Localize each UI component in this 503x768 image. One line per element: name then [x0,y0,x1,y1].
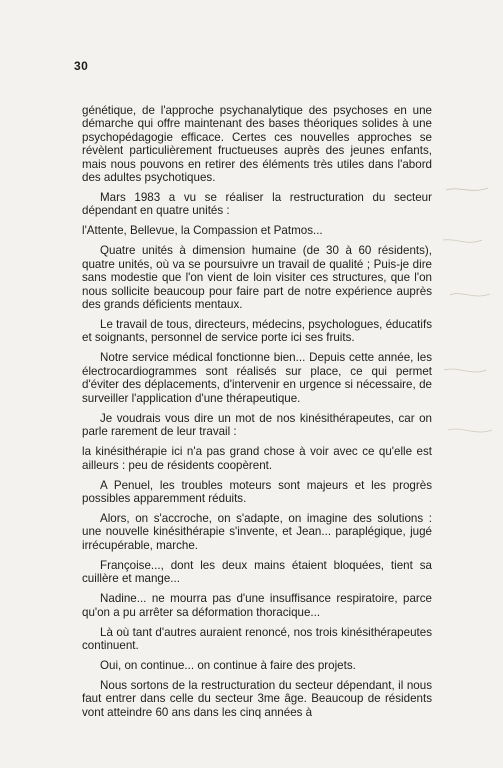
paragraph: Notre service médical fonctionne bien... Depuis cette année, les électrocardiogrammes sont réalisés sur place, ce qui permet d'éviter des déplacements, d'intervenir en urgence si nécessaire, de surveiller l'application d'une thérapeutique. [82,351,432,405]
page-number: 30 [74,59,89,73]
paragraph: Quatre unités à dimension humaine (de 30 à 60 résidents), quatre unités, où va se poursuivre un travail de qualité ; Puis-je dire sans modestie que l'on vient de loin visiter ces structures, que l'on nous sollicite beaucoup pour faire part de notre expérience auprès des grands déficients mentaux. [82,244,432,312]
body-text [82,104,432,719]
paragraph: la kinésithérapie ici n'a pas grand chose à voir avec ce qu'elle est ailleurs : peu de résidents coopèrent. [82,445,432,472]
paragraph: Le travail de tous, directeurs, médecins, psychologues, éducatifs et soignants, personnel de service porte ici ses fruits. [82,318,432,345]
paragraph: l'Attente, Bellevue, la Compassion et Patmos... [82,224,323,238]
paragraph: Alors, on s'accroche, on s'adapte, on imagine des solutions : une nouvelle kinésithérapie s'invente, et Jean... paraplégique, jugé irrécupérable, marche. [82,511,432,552]
paragraph: Je voudrais vous dire un mot de nos kinésithérapeutes, car on parle rarement de leur travail : [82,411,432,439]
paragraph: Nadine... ne mourra pas d'une insuffisance respiratoire, parce qu'on a pu arrêter sa déformation thoracique... [82,592,432,619]
paragraph: Nous sortons de la restructuration du secteur dépendant, il nous faut entrer dans celle du secteur 3me âge. Beaucoup de résidents vont atteindre 60 ans dans les cinq années à [82,678,432,719]
paragraph: Là où tant d'autres auraient renoncé, nos trois kinésithérapeutes continuent. [82,625,432,652]
paragraph: Oui, on continue... on continue à faire des projets. [100,658,356,672]
paragraph: génétique, de l'approche psychanalytique des psychoses en une démarche qui offre maintenant des bases théoriques solides à une psychopédagogie efficace. Certes ces nouvelles approches se révèlent particulièrement fructueuses auprès des jeunes enfants, mais nous pouvons en retirer des éléments très utiles dans l'abord des adultes psychotiques. [82,104,432,185]
paragraph: Mars 1983 a vu se réaliser la restructuration du secteur dépendant en quatre unités : [82,191,432,218]
paragraph: Françoise..., dont les deux mains étaient bloquées, tient sa cuillère et mange... [82,558,432,586]
paragraph: A Penuel, les troubles moteurs sont majeurs et les progrès possibles apparemment réduits. [82,478,432,505]
show-through-marks [438,180,498,480]
